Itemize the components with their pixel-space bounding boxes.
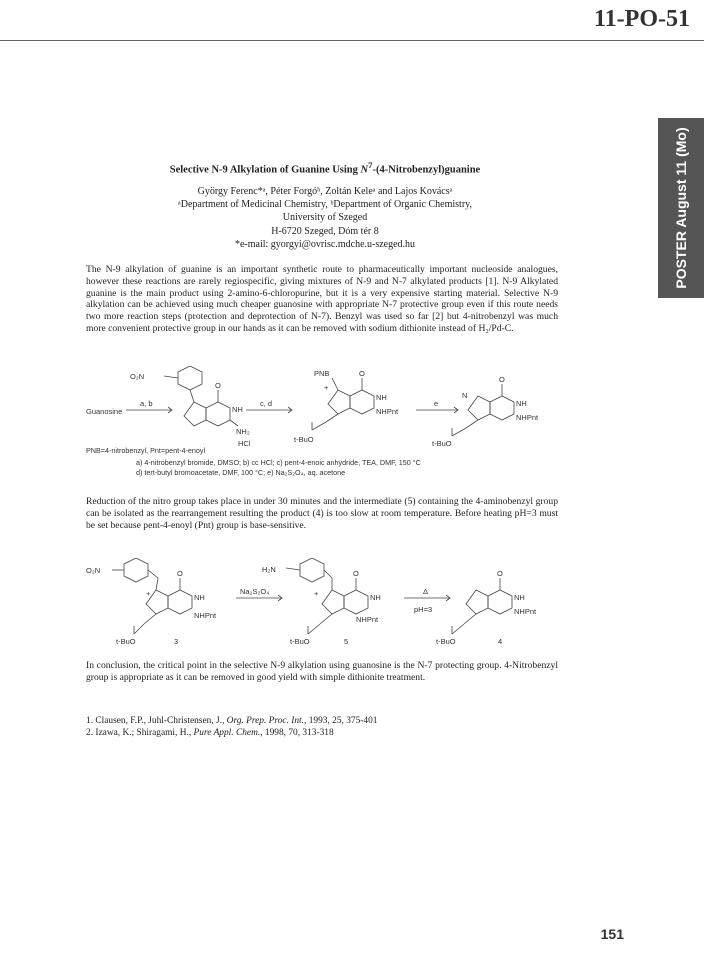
- o2n-label-2: O₂N: [86, 566, 101, 575]
- author-block: [60, 185, 590, 251]
- pyrimidine-ring-c3: [168, 590, 192, 614]
- title-sup: 7: [368, 160, 373, 170]
- nh2-label: NH₂: [236, 427, 250, 436]
- nh-label-3: NH: [516, 399, 527, 408]
- imidazole-ring-c4: [466, 590, 488, 614]
- carbonyl-o-3: O: [499, 375, 505, 384]
- scheme-1-drawing: [86, 366, 566, 448]
- author-email: *e-mail: gyorgyi@ovrisc.mdche.u-szeged.hu: [234, 238, 416, 250]
- poster-tab-label: POSTER August 11 (Mo): [673, 127, 689, 289]
- nh-label-c5: NH: [370, 593, 381, 602]
- compound-4-label: 4: [498, 637, 503, 646]
- plus-label-3: +: [314, 589, 319, 598]
- affiliation-line-1: ᵃDepartment of Medicinal Chemistry, ᵇDepartment of Organic Chemistry,: [178, 199, 472, 211]
- tbuo-label-2: t-BuO: [432, 439, 452, 448]
- compound-5-label: 5: [344, 637, 349, 646]
- ref1-journal: Org. Prep. Proc. Int.: [226, 716, 305, 726]
- nh-label-c4: NH: [514, 593, 525, 602]
- pnb-abbreviation-note: PNB=4-nitrobenzyl, Pnt=pent-4-enoyl: [86, 446, 206, 455]
- n-label-3: N: [462, 391, 468, 400]
- o2n-label-1: O₂N: [130, 372, 145, 381]
- imidazole-ring-3: [468, 396, 490, 420]
- conditions-line-2: d) tert-butyl bromoacetate, DMF, 100 °C; e) Na₂S₂O₄, aq. acetone: [136, 468, 346, 477]
- nhpnt-label-c3: NHPnt: [194, 611, 217, 620]
- benzyl-ring: [178, 366, 202, 390]
- header-rule: [0, 40, 704, 41]
- nh-label-c3: NH: [194, 593, 205, 602]
- page-number: 151: [600, 926, 624, 942]
- reaction-conditions: [136, 458, 421, 478]
- poster-side-tab: [658, 118, 704, 298]
- pyrimidine-ring-3: [490, 396, 514, 420]
- paragraph-intro: The N-9 alkylation of guanine is an important synthetic route to pharmaceutically important nucleoside analogues, however these reactions are rarely regiospecific, giving mixtures of N-9 and N-7 alkylated products [1]. N-9 Alkylated guanine is the main product using 2-amino-6-chloropurine, but it is a very expensive starting material. Selective N-9 alkylation can be achieved using much cheaper guanosine with appropriate N-7 protective group even if this route needs two more reaction steps (protection and deprotection of N-7). Benzyl was used so far [2] but 4-nitrobenzyl was much more convenient protective group in our hands as it can be removed with sodium dithionite instead of H₂/Pd-C.: [86, 264, 558, 334]
- title-prefix: Selective N-9 Alkylation of Guanine Using: [169, 164, 361, 176]
- reference-1: [86, 715, 558, 727]
- carbonyl-o-2: O: [359, 369, 365, 378]
- reaction-scheme-2: [86, 558, 566, 654]
- nhpnt-label-c4: NHPnt: [514, 607, 537, 616]
- reference-2: [86, 727, 558, 739]
- plus-label-2: +: [146, 589, 151, 598]
- paragraph-conclusion: In conclusion, the critical point in the selective N-9 alkylation using guanosine is the N-7 protecting group. 4-Nitrobenzyl group is appropriate as it can be removed in good yield with simple dithionite treatment.: [86, 660, 558, 683]
- step-cd-label: c, d: [260, 399, 273, 408]
- affiliation-line-2: University of Szeged: [282, 212, 368, 224]
- step-ab-label: a, b: [140, 399, 153, 408]
- pyrimidine-ring-2: [350, 390, 374, 414]
- nhpnt-label-2: NHPnt: [516, 413, 539, 422]
- tbuo-label-c3: t-BuO: [116, 637, 136, 646]
- title-suffix: -(4-Nitrobenzyl)guanine: [372, 164, 481, 176]
- scheme-2-drawing: [86, 558, 566, 654]
- carbonyl-o-c4: O: [497, 569, 503, 578]
- ref2-details: , 1998, 70, 313-318: [260, 728, 334, 738]
- nhpnt-label-1: NHPnt: [376, 407, 399, 416]
- imidazole-ring-c5: [322, 590, 344, 614]
- references: [86, 715, 558, 739]
- imidazole-ring-2: [328, 390, 350, 414]
- compound-3-label: 3: [174, 637, 179, 646]
- nh-label-2: NH: [376, 393, 387, 402]
- heat-label: Δ: [423, 587, 429, 596]
- pyrimidine-ring-1: [206, 402, 230, 426]
- ref2-journal: Pure Appl. Chem.: [193, 728, 261, 738]
- carbonyl-o-c5: O: [353, 569, 359, 578]
- title-n: N: [360, 164, 369, 176]
- dithionite-label: Na₂S₂O₄: [240, 587, 270, 596]
- ref1-details: , 1993, 25, 375-401: [304, 716, 378, 726]
- hcl-label: HCl: [238, 439, 251, 448]
- nitrobenzyl-ring-3: [124, 558, 148, 582]
- nhpnt-label-c5: NHPnt: [356, 615, 379, 624]
- affiliation-line-3: H-6720 Szeged, Dóm tér 8: [271, 225, 379, 237]
- paper-title: [60, 160, 590, 176]
- paragraph-reduction: Reduction of the nitro group takes place in under 30 minutes and the intermediate (5) containing the 4-aminobenzyl group can be isolated as the rearrangement resulting the product (4) is too slow at room temperature. Before heating pH=3 must be set because pent-4-enoyl (Pnt) group is base-sensitive.: [86, 496, 558, 531]
- ref2-authors: 2. Izawa, K.; Shiragami, H.,: [86, 728, 194, 738]
- abstract-code: 11-PO-51: [594, 6, 690, 32]
- nh-label-1: NH: [232, 405, 243, 414]
- ref1-authors: 1. Clausen, F.P., Juhl-Christensen, J.,: [86, 716, 227, 726]
- pyrimidine-ring-c4: [488, 590, 512, 614]
- step-e-label: e: [434, 399, 439, 408]
- carbonyl-o-c3: O: [177, 569, 183, 578]
- carbonyl-o-1: O: [215, 381, 221, 390]
- pyrimidine-ring-c5: [344, 590, 368, 614]
- tbuo-label-1: t-BuO: [294, 435, 314, 444]
- aminobenzyl-ring-5: [300, 558, 324, 582]
- ph-label: pH=3: [414, 605, 433, 614]
- tbuo-label-c5: t-BuO: [290, 637, 310, 646]
- h2n-label: H₂N: [262, 565, 276, 574]
- imidazole-ring-1: [184, 402, 206, 426]
- plus-label-1: +: [324, 383, 329, 392]
- pnb-label: PNB: [314, 369, 330, 378]
- author-names: György Ferenc*ᵃ, Péter Forgóᵇ, Zoltán Keleᵃ and Lajos Kovácsᵃ: [197, 186, 453, 197]
- guanosine-label: Guanosine: [86, 407, 123, 416]
- tbuo-label-c4: t-BuO: [436, 637, 456, 646]
- conditions-line-1: a) 4-nitrobenzyl bromide, DMSO; b) cc HCl; c) pent-4-enoic anhydride, TEA, DMF, 150 °C: [136, 458, 421, 467]
